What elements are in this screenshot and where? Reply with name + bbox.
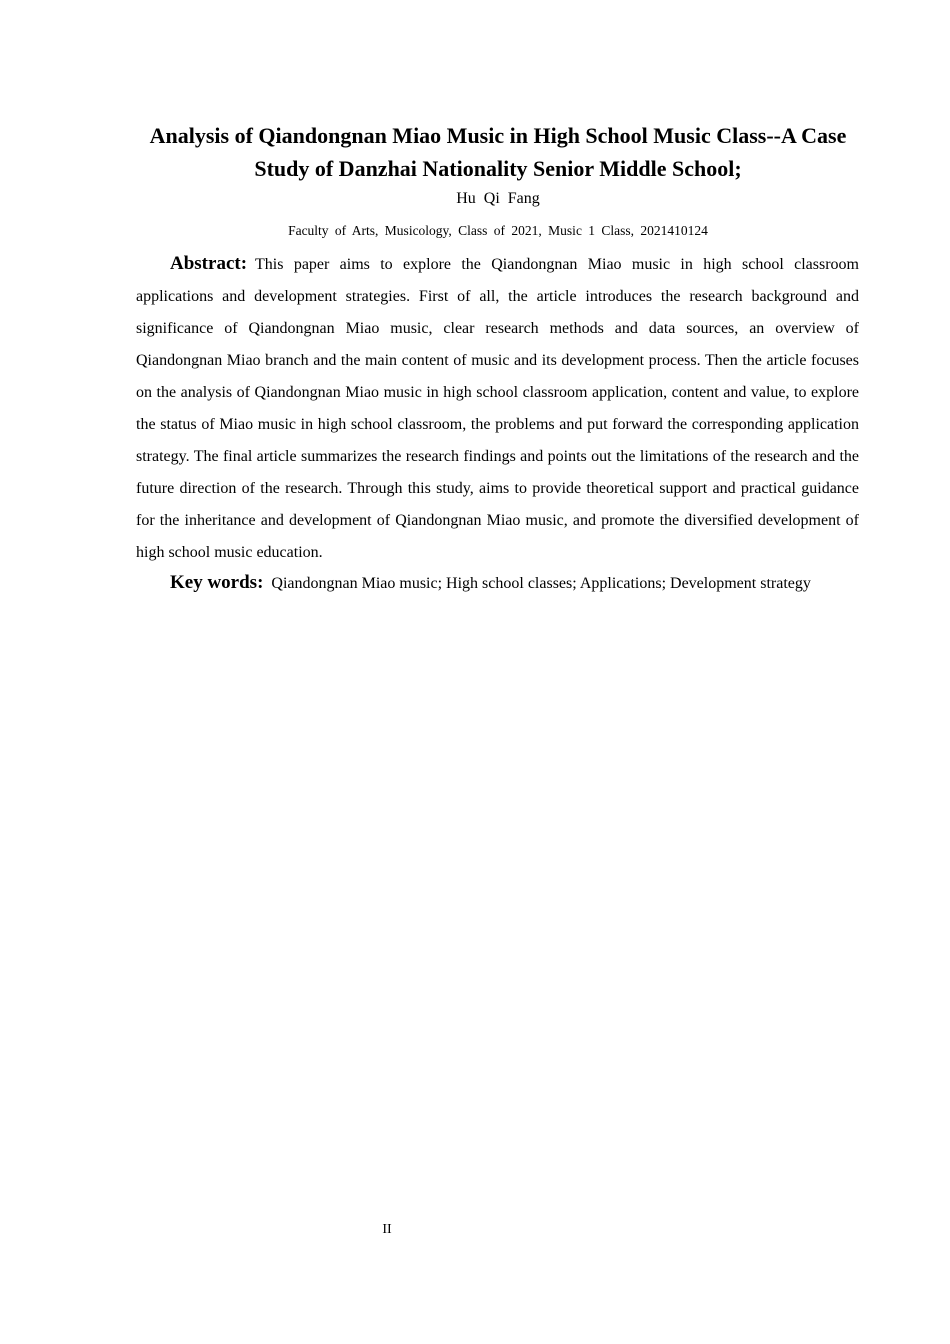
paper-title: Analysis of Qiandongnan Miao Music in High School Music Class--A Case Study of Danzhai Nationality Senior Middle School; (149, 123, 847, 181)
page-number: II (382, 1222, 392, 1237)
keywords-paragraph (136, 567, 859, 600)
abstract-text: This paper aims to explore the Qiandongnan Miao music in high school classroom applications and development strategies. First of all, the article introduces the research background and significance of Qiandongnan Miao music, clear research methods and data sources, an overview of Qiandongnan Miao branch and the main content of music and its development process. Then the article focuses on the analysis of Qiandongnan Miao music in high school classroom application, content and value, to explore the status of Miao music in high school classroom, the problems and put forward the corresponding application strategy. The final article summarizes the research findings and points out the limitations of the research and the future direction of the research. Through this study, aims to provide theoretical support and practical guidance for the inheritance and development of Qiandongnan Miao music, and promote the diversified development of high school music education. (136, 256, 859, 561)
author-affiliation: Faculty of Arts, Musicology, Class of 2021, Music 1 Class, 2021410124 (288, 223, 708, 238)
abstract-label: Abstract: (170, 253, 248, 274)
author-name: Hu Qi Fang (456, 190, 540, 207)
keywords-text: Qiandongnan Miao music; High school classes; Applications; Development strategy (271, 575, 811, 592)
abstract-paragraph (136, 248, 859, 569)
keywords-label: Key words: (170, 572, 264, 593)
